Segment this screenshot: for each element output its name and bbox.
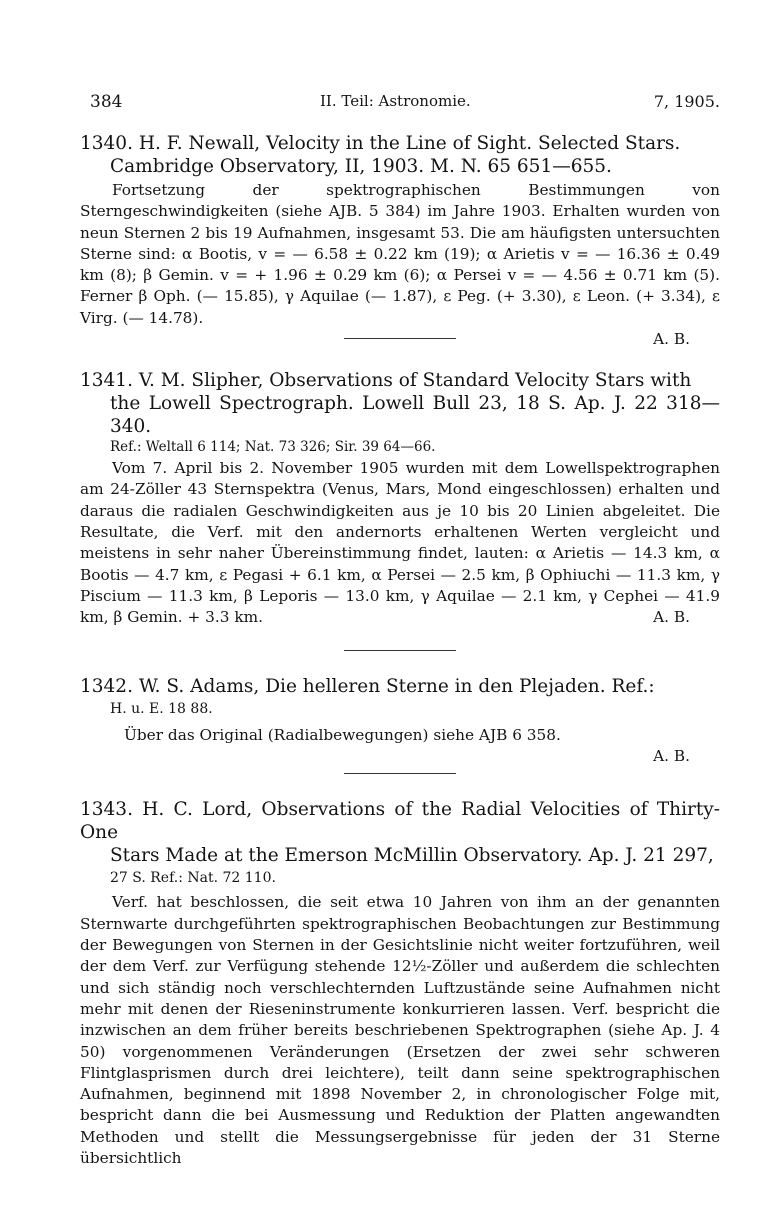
running-header bbox=[80, 84, 720, 114]
divider bbox=[344, 338, 456, 339]
title-line: 1342. W. S. Adams, Die helleren Sterne in den Plejaden. Ref.: bbox=[80, 676, 655, 698]
entry-body: Verf. hat beschlossen, die seit etwa 10 Jahren von ihm an der genannten Sternwarte durchgeführten spektrographischen Beobachtungen zur Bestimmung der Bewegungen von Sternen in der Gesichtslinie nicht weiter fortzuführen, weil der dem Verf. zur Verfügung stehende 12½-Zöller und außerdem die schlechten und sich ständig noch verschlechternden Luftzustände seine Aufnahmen nicht mehr mit denen der Rieseninstrumente konkurrieren lassen. Verf. bespricht die inzwischen an dem früher bereits beschriebenen Spektrographen (siehe Ap. J. 4 50) vorgenommenen Veränderungen (Ersetzen der zwei sehr schweren Flintglasprismen durch drei leichtere), teilt dann seine spektrographischen Aufnahmen, beginnend mit 1898 November 2, in chronologischer Folge mit, bespricht dann die bei Ausmessung und Reduktion der Platten angewandten Methoden und stellt die Messungsergebnisse für jeden der 31 Sterne übersichtlich bbox=[80, 893, 720, 1168]
section-title: II. Teil: Astronomie. bbox=[320, 92, 471, 110]
title-line: 1340. H. F. Newall, Velocity in the Line of Sight. Selected Stars. bbox=[80, 133, 681, 154]
entry-1341 bbox=[80, 369, 720, 651]
page-number: 384 bbox=[90, 92, 123, 112]
entry-title bbox=[80, 132, 720, 178]
reference-line: Ref.: Weltall 6 114; Nat. 73 326; Sir. 39 64—66. bbox=[110, 439, 436, 456]
divider bbox=[344, 773, 456, 774]
entry-title bbox=[80, 369, 720, 438]
title-line: H. u. E. 18 88. bbox=[110, 701, 213, 718]
title-line: 1341. V. M. Slipher, Observations of Standard Velocity Stars with bbox=[80, 370, 692, 392]
signature: A. B. bbox=[653, 747, 690, 766]
entry-title bbox=[80, 798, 720, 890]
title-line: the Lowell Spectrograph. Lowell Bull 23, 18 S. Ap. J. 22 318—340. bbox=[110, 393, 720, 438]
issue-number: 7, 1905. bbox=[653, 92, 720, 111]
entry-1343 bbox=[80, 798, 720, 1169]
signature: A. B. bbox=[653, 608, 690, 627]
entry-body: Über das Original (Radialbewegungen) siehe AJB 6 358. bbox=[124, 726, 561, 745]
entry-1340 bbox=[80, 132, 720, 349]
signature: A. B. bbox=[653, 330, 690, 349]
divider bbox=[344, 650, 456, 651]
entry-1342 bbox=[80, 675, 720, 774]
title-line: Stars Made at the Emerson McMillin Observatory. Ap. J. 21 297, bbox=[110, 845, 714, 867]
entry-body: Vom 7. April bis 2. November 1905 wurden mit dem Lowellspektrographen am 24-Zöller 43 Sternspektra (Venus, Mars, Mond eingeschlossen) erhalten und daraus die radialen Geschwindigkeiten aus je 10 bis 20 Linien abgeleitet. Die Resultate, die Verf. mit den andernorts erhaltenen Werten vergleicht und meistens in sehr naher Übereinstimmung findet, lauten: α Arietis — 14.3 km, α Bootis — 4.7 km, ε Pegasi + 6.1 km, α Persei — 2.5 km, β Ophiuchi — 11.3 km, γ Piscium — 11.3 km, β Leporis — 13.0 km, γ Aquilae — 2.1 km, γ Cephei — 41.9 km, β Gemin. + 3.3 km. bbox=[80, 459, 720, 627]
document-page bbox=[80, 84, 720, 1169]
entry-title bbox=[80, 675, 720, 721]
title-line: 1343. H. C. Lord, Observations of the Radial Velocities of Thirty-One bbox=[80, 799, 720, 844]
entry-body: Fortsetzung der spektrographischen Bestimmungen von Sterngeschwindigkeiten (siehe AJB. 5 384) im Jahre 1903. Erhalten wurden von neun Sternen 2 bis 19 Aufnahmen, insgesamt 53. Die am häufigsten untersuchten Sterne sind: α Bootis, v = — 6.58 ± 0.22 km (19); α Arietis v = — 16.36 ± 0.49 km (8); β Gemin. v = + 1.96 ± 0.29 km (6); α Persei v = — 4.56 ± 0.71 km (5). Ferner β Oph. (— 15.85), γ Aquilae (— 1.87), ε Peg. (+ 3.30), ε Leon. (+ 3.34), ε Virg. (— 14.78). bbox=[80, 181, 720, 327]
title-line: Cambridge Observatory, II, 1903. M. N. 65 651—655. bbox=[110, 156, 612, 177]
title-line: 27 S. Ref.: Nat. 72 110. bbox=[110, 870, 276, 887]
